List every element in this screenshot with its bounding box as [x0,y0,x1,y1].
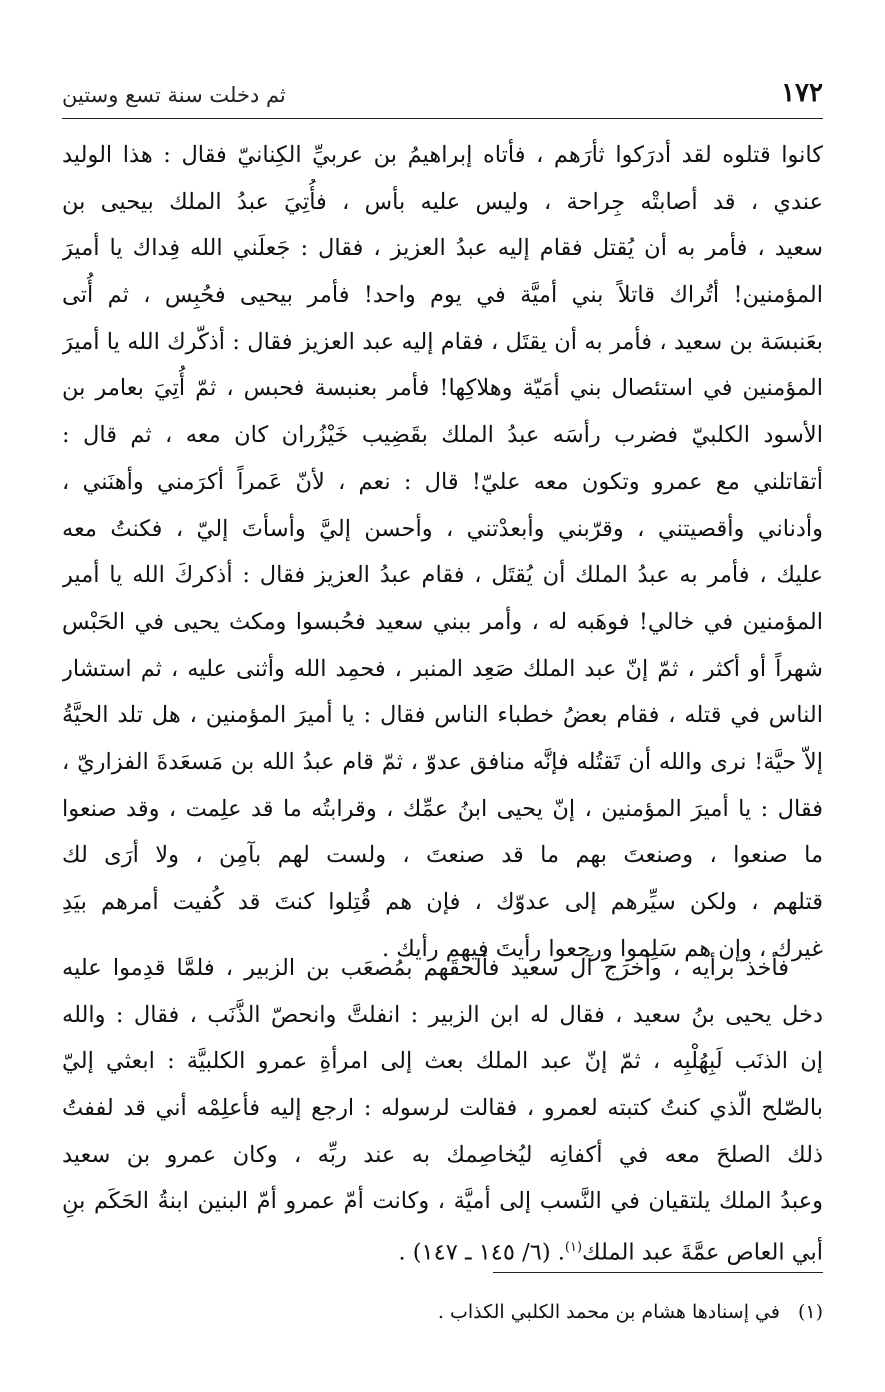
footnote-divider [493,1272,823,1273]
footnote-marker[interactable]: (١) [564,1240,583,1256]
paragraph-2 [62,945,823,1272]
text-line: شهراً أو أكثر ، ثمّ إنّ عبد الملك صَعِد المنبر ، فحمِد الله وأثنى عليه ، ثم استشار [62,655,823,682]
text-line: إن الذنَب لَبِهُلْبِه ، ثمّ إنّ عبد الملك بعث إلى امرأةِ عمرو الكلبيَّة : ابعثي إليّ [62,1048,823,1075]
text-segment: أبي العاص عمَّةَ عبد الملك [582,1239,823,1266]
running-title: ثم دخلت سنة تسع وستين [62,83,286,107]
text-line: ما صنعوا ، وصنعتَ بهم ما قد صنعتَ ، ولست لهم بآمِن ، ولا أرَى لك [62,842,823,869]
page-header [62,76,823,116]
text-line: عندي ، قد أصابتْه جِراحة ، وليس عليه بأس ، فأُتِيَ عبدُ الملك بيحيى بن [62,188,823,215]
text-line: عليك ، فأمر به عبدُ الملك أن يُقتَل ، فقام عبدُ العزيز فقال : أذكركَ الله يا أمير [62,562,823,589]
footnote-number: (١) [797,1301,823,1323]
page-number: ١٧٢ [781,78,823,108]
text-line: وأدناني وأقصيتني ، وقرّبني وأبعدْتني ، وأحسن إليَّ وأسأتَ إليّ ، فكنتُ معه [62,515,823,542]
paragraph-1 [62,132,823,972]
text-line: دخل يحيى بنُ سعيد ، فقال له ابن الزبير : انفلتَّ وانحصّ الذَّنَب ، فقال : والله [62,1001,823,1028]
text-line: بالصّلح الّذي كنتُ كتبته لعمرو ، فقالت لرسوله : ارجع إليه فأعلِمْه أني قد لففتُ [62,1095,823,1122]
text-line: المؤمنين في خالي! فوهَبه له ، وأمر ببني سعيد فحُبسوا ومكث يحيى في الحَبْس [62,608,823,635]
text-line: المؤمنين! أتُراك قاتلاً بني أميَّة في يوم واحد! فأمر بيحيى فحُبِس ، ثم أُتى [62,282,823,309]
text-line: الأسود الكلبيّ فضرب رأسَه عبدُ الملك بقَضِيب خَيْزُران كان معه ، ثم قال : [62,422,823,449]
text-line: غيرك ، وإن هم سَلِموا ورجعوا رأيتَ فيهم رأيك . [381,935,823,962]
text-line: وعبدُ الملك يلتقيان في النَّسب إلى أميَّة ، وكانت أمّ عمرو أمّ البنين ابنةُ الحَكَم بنِ [62,1188,823,1215]
text-line: كانوا قتلوه لقد أدرَكوا ثأرَهم ، فأتاه إبراهيمُ بن عربيِّ الكِنانيّ فقال : هذا الوليد [62,142,823,168]
text-line: سعيد ، فأمر به أن يُقتل فقام إليه عبدُ العزيز ، فقال : جَعلَني الله فِداك يا أميرَ [62,235,823,262]
text-line: فأخذ برأيه ، وأخرَج آل سعيد فألحقَهم بمُصعَب بن الزبير ، فلمَّا قدِموا عليه [62,955,789,981]
text-line: فقال : يا أميرَ المؤمنين ، إنّ يحيى ابنُ عمِّك ، وقرابتُه ما قد علِمت ، وقد صنعوا [62,795,823,822]
source-reference: . (٦/ ١٤٥ ـ ١٤٧) . [398,1239,565,1266]
text-line: ذلك الصلحَ معه في أكفانِه ليُخاصِمك به عند ربِّه ، وكان عمرو بن سعيد [62,1141,823,1168]
text-line: بعَنبسَة بن سعيد ، فأمر به أن يقتَل ، فقام إليه عبد العزيز فقال : أذكّرك الله يا أميرَ [62,328,823,355]
text-line: الناس في قتله ، فقام بعضُ خطباء الناس فقال : يا أميرَ المؤمنين ، هل تلد الحيَّةُ [62,702,823,729]
text-line [62,1225,823,1272]
text-line: قتلهم ، ولكن سيِّرهم إلى عدوّك ، فإن هم قُتِلوا كنتَ قد كُفيت أمرهم بيَدِ [62,889,823,915]
text-line: إلاّ حيَّة! نرى والله أن تَقتُله فإنَّه منافق عدوّ ، ثمّ قام عبدُ الله بن مَسعَدةَ الفزاريّ ، [62,748,823,775]
text-line: المؤمنين في استئصال بني أمَيّة وهلاكِها! فأمر بعنبسة فحبس ، ثمّ أُتِيَ بعامر بن [62,375,823,402]
footnote [62,1296,823,1328]
header-divider [62,118,823,119]
text-line: أتقاتلني مع عمرو وتكون معه عليّ! قال : نعم ، لأنّ عَمراً أكرَمني وأهنَني ، [62,468,823,495]
footnote-text: في إسنادها هشام بن محمد الكلبي الكذاب . [437,1301,780,1323]
